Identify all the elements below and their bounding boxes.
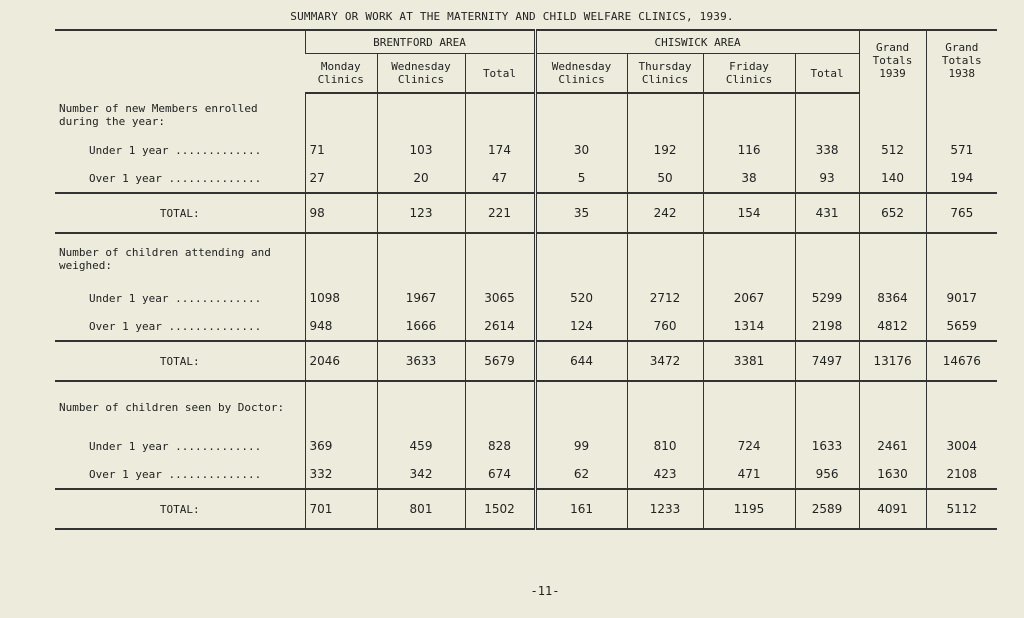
cell-brentford-total: 828 <box>465 432 535 460</box>
cell-chiswick-total: 431 <box>795 193 859 233</box>
header-grand-totals-1938: Grand Totals 1938 <box>926 30 997 93</box>
cell-brentford-wednesday: 123 <box>377 193 465 233</box>
table-row-under-1-year <box>55 136 997 164</box>
cell-chiswick-friday: 1314 <box>703 312 795 341</box>
cell-grand-1938 <box>926 381 997 432</box>
cell-chiswick-wednesday: 62 <box>535 460 627 489</box>
cell-brentford-wednesday: 1967 <box>377 284 465 312</box>
cell-brentford-monday <box>305 381 377 432</box>
cell-chiswick-friday: 154 <box>703 193 795 233</box>
cell-chiswick-thursday <box>627 93 703 136</box>
col-chiswick-friday: Friday Clinics <box>703 54 795 94</box>
cell-brentford-wednesday: 20 <box>377 164 465 193</box>
cell-chiswick-total: 5299 <box>795 284 859 312</box>
cell-chiswick-wednesday: 644 <box>535 341 627 381</box>
cell-chiswick-thursday: 423 <box>627 460 703 489</box>
clinic-summary-table <box>55 29 997 530</box>
cell-brentford-monday: 27 <box>305 164 377 193</box>
row-label: Over 1 year .............. <box>89 171 262 185</box>
section-heading-row <box>55 93 997 136</box>
cell-brentford-monday: 369 <box>305 432 377 460</box>
cell-chiswick-friday: 724 <box>703 432 795 460</box>
cell-chiswick-thursday <box>627 381 703 432</box>
row-label: Over 1 year .............. <box>89 319 262 333</box>
cell-grand-1938: 14676 <box>926 341 997 381</box>
header-grand-totals-1939: Grand Totals 1939 <box>859 30 926 93</box>
cell-grand-1939: 1630 <box>859 460 926 489</box>
table-row-total <box>55 193 997 233</box>
cell-brentford-monday <box>305 93 377 136</box>
cell-grand-1938: 9017 <box>926 284 997 312</box>
cell-chiswick-wednesday: 161 <box>535 489 627 529</box>
cell-brentford-total: 2614 <box>465 312 535 341</box>
row-label: TOTAL: <box>55 489 305 529</box>
cell-brentford-wednesday: 1666 <box>377 312 465 341</box>
cell-chiswick-wednesday: 35 <box>535 193 627 233</box>
cell-brentford-monday: 2046 <box>305 341 377 381</box>
cell-grand-1938 <box>926 233 997 284</box>
cell-brentford-wednesday: 103 <box>377 136 465 164</box>
cell-chiswick-total: 2198 <box>795 312 859 341</box>
cell-grand-1939 <box>859 381 926 432</box>
cell-grand-1939: 2461 <box>859 432 926 460</box>
cell-brentford-wednesday <box>377 93 465 136</box>
cell-brentford-total <box>465 381 535 432</box>
cell-brentford-wednesday: 3633 <box>377 341 465 381</box>
cell-chiswick-thursday: 50 <box>627 164 703 193</box>
col-brentford-wednesday: Wednesday Clinics <box>377 54 465 94</box>
cell-chiswick-total: 338 <box>795 136 859 164</box>
header-row-areas <box>55 30 997 54</box>
row-label: Under 1 year ............. <box>89 439 262 453</box>
cell-chiswick-friday: 3381 <box>703 341 795 381</box>
cell-chiswick-thursday: 1233 <box>627 489 703 529</box>
cell-brentford-total: 47 <box>465 164 535 193</box>
section-heading-row <box>55 381 997 432</box>
cell-chiswick-friday <box>703 93 795 136</box>
cell-chiswick-total: 1633 <box>795 432 859 460</box>
table-row-over-1-year <box>55 312 997 341</box>
cell-grand-1938: 571 <box>926 136 997 164</box>
cell-grand-1938: 5112 <box>926 489 997 529</box>
cell-brentford-total: 3065 <box>465 284 535 312</box>
cell-chiswick-total <box>795 381 859 432</box>
row-label: Number of children seen by Doctor: <box>59 400 285 414</box>
cell-grand-1938: 2108 <box>926 460 997 489</box>
cell-chiswick-wednesday <box>535 93 627 136</box>
row-label: Number of children attending and weighed: <box>59 246 271 272</box>
cell-brentford-monday: 71 <box>305 136 377 164</box>
col-brentford-total: Total <box>465 54 535 94</box>
cell-chiswick-wednesday: 520 <box>535 284 627 312</box>
cell-chiswick-friday <box>703 381 795 432</box>
table-row-over-1-year <box>55 460 997 489</box>
table-row-total <box>55 489 997 529</box>
cell-brentford-wednesday <box>377 381 465 432</box>
cell-brentford-wednesday: 342 <box>377 460 465 489</box>
cell-grand-1939: 652 <box>859 193 926 233</box>
cell-chiswick-friday: 471 <box>703 460 795 489</box>
col-chiswick-total: Total <box>795 54 859 94</box>
row-label: Over 1 year .............. <box>89 467 262 481</box>
cell-chiswick-thursday: 760 <box>627 312 703 341</box>
cell-chiswick-thursday: 3472 <box>627 341 703 381</box>
cell-chiswick-wednesday: 30 <box>535 136 627 164</box>
cell-chiswick-thursday: 192 <box>627 136 703 164</box>
cell-brentford-monday <box>305 233 377 284</box>
col-chiswick-thursday: Thursday Clinics <box>627 54 703 94</box>
cell-brentford-wednesday: 459 <box>377 432 465 460</box>
cell-grand-1939: 8364 <box>859 284 926 312</box>
table-row-total <box>55 341 997 381</box>
header-brentford-area: BRENTFORD AREA <box>305 30 535 54</box>
cell-brentford-wednesday: 801 <box>377 489 465 529</box>
cell-chiswick-friday <box>703 233 795 284</box>
cell-chiswick-thursday: 2712 <box>627 284 703 312</box>
cell-brentford-total: 5679 <box>465 341 535 381</box>
row-label: Under 1 year ............. <box>89 143 262 157</box>
cell-grand-1938: 5659 <box>926 312 997 341</box>
row-label: TOTAL: <box>55 193 305 233</box>
cell-brentford-total: 674 <box>465 460 535 489</box>
cell-chiswick-total: 7497 <box>795 341 859 381</box>
cell-grand-1939: 140 <box>859 164 926 193</box>
row-label: Number of new Members enrolled during the year: <box>59 101 258 128</box>
cell-chiswick-friday: 116 <box>703 136 795 164</box>
table-body <box>55 93 997 529</box>
cell-chiswick-friday: 1195 <box>703 489 795 529</box>
cell-chiswick-friday: 38 <box>703 164 795 193</box>
cell-brentford-total: 221 <box>465 193 535 233</box>
cell-brentford-total <box>465 93 535 136</box>
cell-brentford-monday: 948 <box>305 312 377 341</box>
header-blank <box>55 30 305 93</box>
cell-chiswick-wednesday <box>535 381 627 432</box>
page-number: -11- <box>530 584 560 598</box>
cell-grand-1939 <box>859 233 926 284</box>
cell-chiswick-thursday: 242 <box>627 193 703 233</box>
cell-chiswick-total <box>795 93 859 136</box>
cell-brentford-wednesday <box>377 233 465 284</box>
cell-chiswick-total: 956 <box>795 460 859 489</box>
page-title: SUMMARY OR WORK AT THE MATERNITY AND CHILD WELFARE CLINICS, 1939. <box>290 10 734 23</box>
cell-grand-1939: 13176 <box>859 341 926 381</box>
cell-grand-1938: 194 <box>926 164 997 193</box>
row-label: TOTAL: <box>55 341 305 381</box>
cell-grand-1938: 765 <box>926 193 997 233</box>
cell-brentford-total <box>465 233 535 284</box>
cell-chiswick-wednesday: 5 <box>535 164 627 193</box>
cell-chiswick-total: 2589 <box>795 489 859 529</box>
col-chiswick-wednesday: Wednesday Clinics <box>535 54 627 94</box>
table-row-over-1-year <box>55 164 997 193</box>
cell-grand-1939: 512 <box>859 136 926 164</box>
cell-brentford-monday: 1098 <box>305 284 377 312</box>
cell-grand-1939: 4812 <box>859 312 926 341</box>
table-row-under-1-year <box>55 432 997 460</box>
cell-chiswick-wednesday: 124 <box>535 312 627 341</box>
cell-brentford-monday: 98 <box>305 193 377 233</box>
cell-grand-1939: 4091 <box>859 489 926 529</box>
cell-brentford-total: 174 <box>465 136 535 164</box>
header-chiswick-area: CHISWICK AREA <box>535 30 859 54</box>
cell-chiswick-total: 93 <box>795 164 859 193</box>
cell-chiswick-total <box>795 233 859 284</box>
cell-chiswick-thursday: 810 <box>627 432 703 460</box>
cell-chiswick-wednesday: 99 <box>535 432 627 460</box>
cell-grand-1938 <box>926 93 997 136</box>
cell-brentford-monday: 701 <box>305 489 377 529</box>
cell-chiswick-friday: 2067 <box>703 284 795 312</box>
cell-chiswick-wednesday <box>535 233 627 284</box>
section-heading-row <box>55 233 997 284</box>
table-row-under-1-year <box>55 284 997 312</box>
cell-brentford-monday: 332 <box>305 460 377 489</box>
col-brentford-monday: Monday Clinics <box>305 54 377 94</box>
cell-chiswick-thursday <box>627 233 703 284</box>
cell-brentford-total: 1502 <box>465 489 535 529</box>
row-label: Under 1 year ............. <box>89 291 262 305</box>
cell-grand-1938: 3004 <box>926 432 997 460</box>
cell-grand-1939 <box>859 93 926 136</box>
